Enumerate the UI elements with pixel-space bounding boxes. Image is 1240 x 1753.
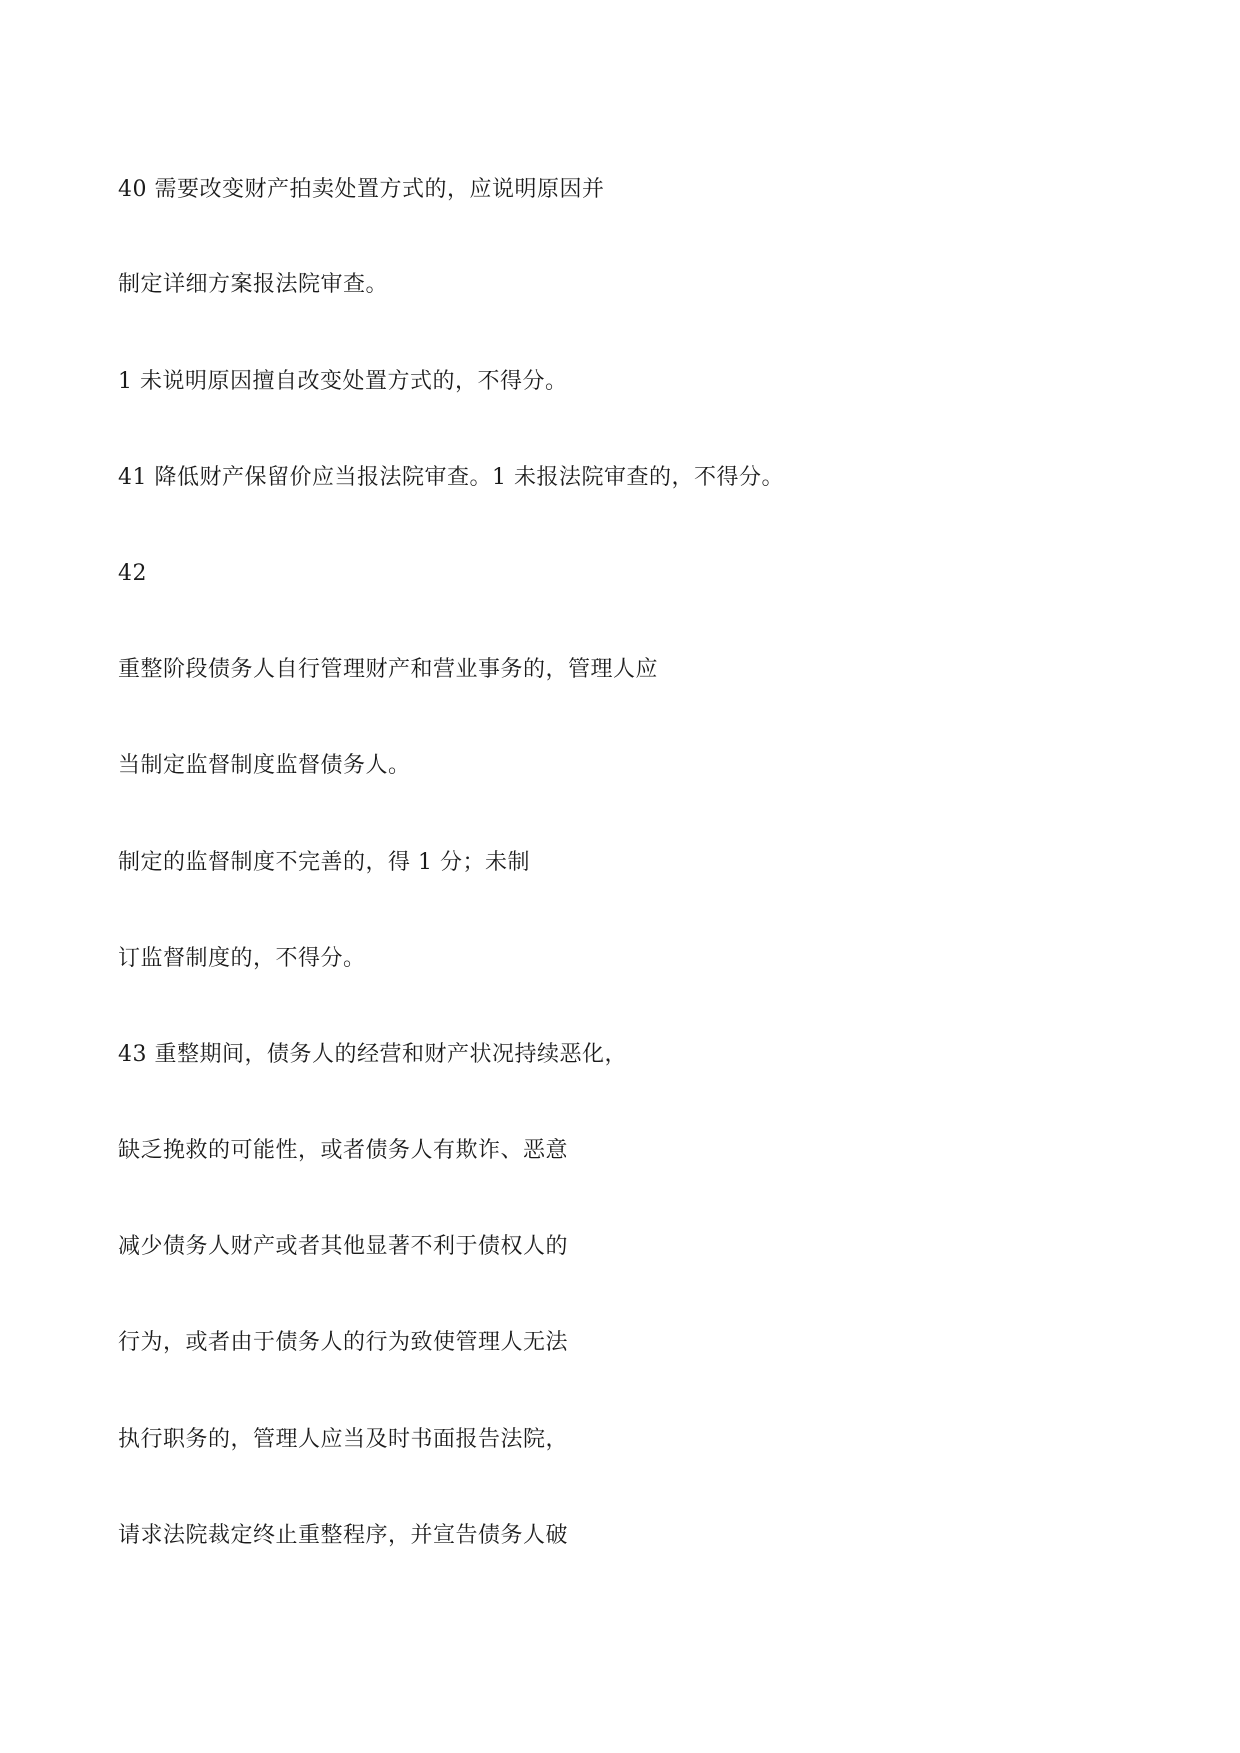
text-line-5: 42: [118, 561, 147, 586]
text-line-2: 制定详细方案报法院审查。: [118, 272, 389, 297]
text-line-15: 请求法院裁定终止重整程序，并宣告债务人破: [118, 1523, 569, 1548]
text-line-9: 订监督制度的，不得分。: [118, 946, 366, 971]
text-line-1: 40 需要改变财产拍卖处置方式的，应说明原因并: [118, 177, 605, 202]
text-line-8: 制定的监督制度不完善的，得 1 分；未制: [118, 850, 530, 875]
text-line-13: 行为，或者由于债务人的行为致使管理人无法: [118, 1330, 569, 1355]
text-line-11: 缺乏挽救的可能性，或者债务人有欺诈、恶意: [118, 1138, 569, 1163]
text-line-7: 当制定监督制度监督债务人。: [118, 753, 411, 778]
text-line-6: 重整阶段债务人自行管理财产和营业事务的，管理人应: [118, 657, 659, 682]
text-line-3: 1 未说明原因擅自改变处置方式的，不得分。: [118, 369, 568, 394]
text-line-10: 43 重整期间，债务人的经营和财产状况持续恶化，: [118, 1042, 627, 1067]
text-line-14: 执行职务的，管理人应当及时书面报告法院，: [118, 1427, 569, 1452]
text-line-4: 41 降低财产保留价应当报法院审查。1 未报法院审查的，不得分。: [118, 465, 784, 490]
text-line-12: 减少债务人财产或者其他显著不利于债权人的: [118, 1234, 569, 1259]
